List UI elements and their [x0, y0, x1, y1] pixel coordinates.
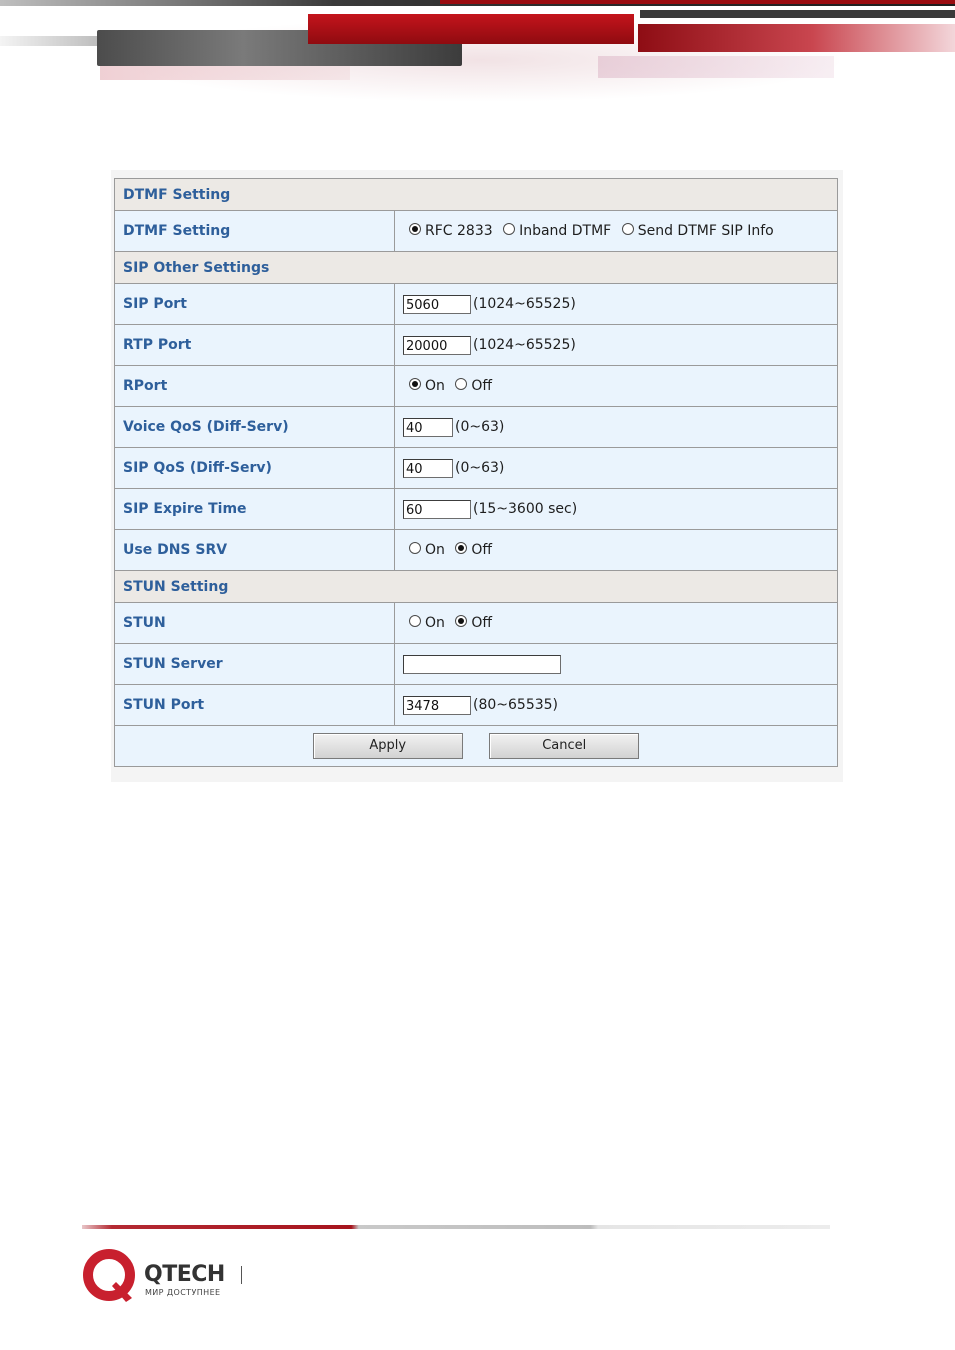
brand-name: QTECH [144, 1262, 225, 1287]
row-rtp-port [115, 325, 838, 366]
banner-lilac-stripe [598, 56, 834, 78]
rport-on-label: On [425, 378, 445, 394]
stun-server-input[interactable] [403, 655, 561, 674]
dns-srv-off-radio[interactable] [455, 542, 467, 554]
row-stun-port [115, 685, 838, 726]
actions-cell [115, 726, 838, 767]
stun-server-label: STUN Server [115, 644, 395, 685]
sip-qos-range: (0~63) [455, 460, 505, 476]
voice-qos-cell [395, 407, 838, 448]
section-sip-other [115, 252, 838, 284]
sip-qos-input[interactable]: 40 [403, 459, 453, 478]
sip-qos-label: SIP QoS (Diff-Serv) [115, 448, 395, 489]
rport-off-label: Off [471, 378, 493, 394]
sip-expire-time-cell [395, 489, 838, 530]
sip-expire-time-input[interactable]: 60 [403, 500, 471, 519]
row-stun [115, 603, 838, 644]
dtmf-sip-info-label: Send DTMF SIP Info [637, 223, 774, 239]
stun-off-radio[interactable] [455, 615, 467, 627]
sip-port-cell [395, 284, 838, 325]
rtp-port-range: (1024~65525) [473, 337, 576, 353]
row-sip-qos [115, 448, 838, 489]
sip-expire-time-range: (15~3600 sec) [473, 501, 578, 517]
rtp-port-label: RTP Port [115, 325, 395, 366]
cancel-button[interactable]: Cancel [489, 733, 639, 759]
banner-pink-stripe [100, 66, 350, 80]
dtmf-mode-radio-group [395, 211, 838, 252]
settings-panel [111, 170, 843, 782]
stun-port-label: STUN Port [115, 685, 395, 726]
voice-qos-label: Voice QoS (Diff-Serv) [115, 407, 395, 448]
rport-on-radio[interactable] [409, 378, 421, 390]
rtp-port-cell [395, 325, 838, 366]
dns-srv-on-radio[interactable] [409, 542, 421, 554]
stun-off-label: Off [471, 615, 493, 631]
stun-server-cell [395, 644, 838, 685]
banner-red-gradient-block [638, 24, 955, 52]
stun-radio-group [395, 603, 838, 644]
row-sip-expire-time [115, 489, 838, 530]
rport-off-radio[interactable] [455, 378, 467, 390]
qtech-logo-icon [82, 1248, 138, 1304]
banner-top-red-stripe [440, 0, 955, 4]
section-title: SIP Other Settings [115, 252, 838, 284]
header-banner [0, 0, 955, 150]
banner-red-block [308, 14, 634, 44]
stun-on-label: On [425, 615, 445, 631]
dtmf-rfc2833-label: RFC 2833 [425, 223, 493, 239]
rport-radio-group [395, 366, 838, 407]
brand-tagline: МИР ДОСТУПНЕЕ [145, 1288, 221, 1297]
sip-settings-table [114, 178, 838, 767]
dtmf-inband-label: Inband DTMF [519, 223, 612, 239]
sip-qos-cell [395, 448, 838, 489]
dns-srv-on-label: On [425, 542, 445, 558]
row-dtmf-setting [115, 211, 838, 252]
rtp-port-input[interactable]: 20000 [403, 336, 471, 355]
row-actions [115, 726, 838, 767]
voice-qos-range: (0~63) [455, 419, 505, 435]
dtmf-sip-info-radio[interactable] [622, 223, 634, 235]
section-stun [115, 571, 838, 603]
use-dns-srv-label: Use DNS SRV [115, 530, 395, 571]
dtmf-inband-radio[interactable] [503, 223, 515, 235]
brand-separator [241, 1266, 242, 1284]
row-voice-qos [115, 407, 838, 448]
row-sip-port [115, 284, 838, 325]
sip-expire-time-label: SIP Expire Time [115, 489, 395, 530]
row-stun-server [115, 644, 838, 685]
dtmf-setting-label: DTMF Setting [115, 211, 395, 252]
dtmf-rfc2833-radio[interactable] [409, 223, 421, 235]
row-use-dns-srv [115, 530, 838, 571]
stun-port-range: (80~65535) [473, 697, 559, 713]
use-dns-srv-radio-group [395, 530, 838, 571]
footer-divider [82, 1225, 830, 1229]
sip-port-input[interactable]: 5060 [403, 295, 471, 314]
apply-button[interactable]: Apply [313, 733, 463, 759]
sip-port-range: (1024~65525) [473, 296, 576, 312]
section-title: DTMF Setting [115, 179, 838, 211]
sip-port-label: SIP Port [115, 284, 395, 325]
stun-on-radio[interactable] [409, 615, 421, 627]
banner-dark-stripe [640, 10, 955, 18]
rport-label: RPort [115, 366, 395, 407]
section-title: STUN Setting [115, 571, 838, 603]
stun-label: STUN [115, 603, 395, 644]
voice-qos-input[interactable]: 40 [403, 418, 453, 437]
row-rport [115, 366, 838, 407]
stun-port-cell [395, 685, 838, 726]
dns-srv-off-label: Off [471, 542, 493, 558]
section-dtmf [115, 179, 838, 211]
stun-port-input[interactable]: 3478 [403, 696, 471, 715]
